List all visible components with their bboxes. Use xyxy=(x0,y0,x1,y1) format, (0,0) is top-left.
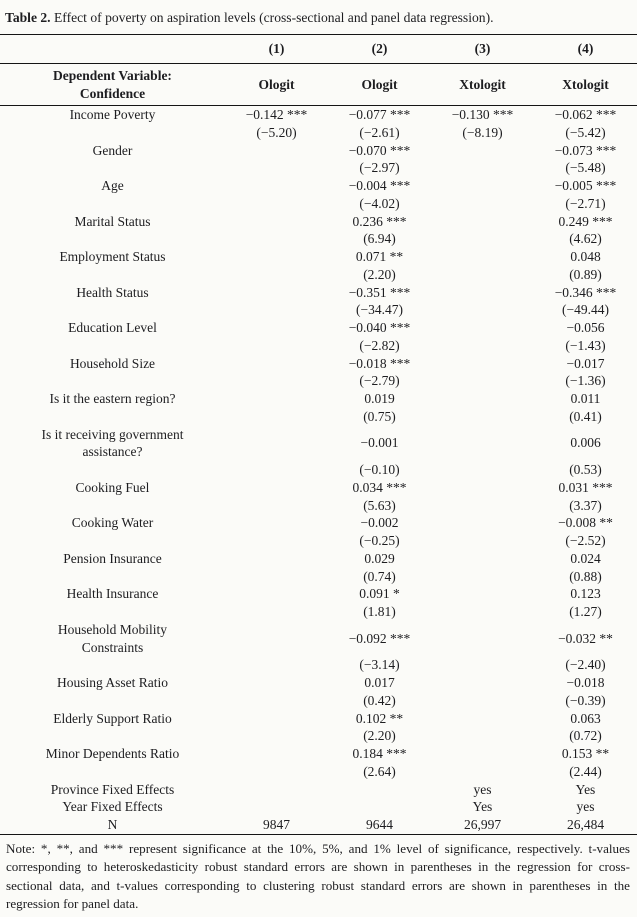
tvalue-cell: (−2.52) xyxy=(565,533,606,548)
row-label: Income Poverty xyxy=(69,107,156,122)
coefficient-cell: −0.092 *** xyxy=(348,630,411,646)
coefficient-cell: 0.017 xyxy=(364,675,395,690)
column-number-1: (1) xyxy=(268,41,285,57)
coefficient-cell: 0.091 * xyxy=(359,586,400,602)
coefficient-cell: −0.017 xyxy=(566,355,605,371)
coefficient-cell: 0.102 ** xyxy=(355,710,404,726)
coefficient-rows xyxy=(0,106,637,781)
coefficient-cell: −0.077 *** xyxy=(348,107,411,122)
table-row-coefficients xyxy=(0,674,637,692)
table-row-coefficients xyxy=(0,213,637,231)
table-row-tvalues xyxy=(0,230,637,248)
coefficient-cell: 0.031 *** xyxy=(558,479,613,495)
coefficient-cell: 0.029 xyxy=(364,550,395,566)
table-row-coefficients xyxy=(0,621,637,657)
table-row-tvalues xyxy=(0,159,637,177)
tvalue-cell: (1.81) xyxy=(363,604,396,619)
summary-row xyxy=(0,816,637,834)
tvalue-cell: (−5.20) xyxy=(256,124,297,140)
table-row-tvalues xyxy=(0,372,637,390)
table-row-coefficients xyxy=(0,745,637,763)
tvalue-cell: (2.44) xyxy=(569,763,602,779)
table-row-coefficients xyxy=(0,284,637,302)
tvalue-cell: (0.53) xyxy=(569,462,602,477)
row-label: Health Insurance xyxy=(66,586,159,602)
table-row-coefficients xyxy=(0,248,637,266)
tvalue-cell: (−2.40) xyxy=(565,657,606,673)
row-label: Cooking Fuel xyxy=(75,479,150,495)
table-row-coefficients xyxy=(0,106,637,124)
coefficient-cell: −0.142 *** xyxy=(245,107,308,122)
coefficient-cell: −0.346 *** xyxy=(554,284,617,300)
tvalue-cell: (2.20) xyxy=(363,266,396,282)
row-label: Is it receiving government assistance? xyxy=(41,426,184,460)
table-row-tvalues xyxy=(0,692,637,710)
coefficient-cell: −0.070 *** xyxy=(348,142,411,158)
coefficient-cell: 0.249 *** xyxy=(558,213,613,229)
coefficient-cell: 0.034 *** xyxy=(352,479,407,495)
row-label: Household Mobility Constraints xyxy=(57,621,168,655)
coefficient-cell: 0.184 *** xyxy=(352,746,407,761)
tvalue-cell: (−2.71) xyxy=(565,195,606,211)
table-row-tvalues xyxy=(0,266,637,284)
coefficient-cell: 0.153 ** xyxy=(561,746,610,761)
table-row-tvalues xyxy=(0,461,637,479)
table-row-tvalues xyxy=(0,337,637,355)
row-label: Pension Insurance xyxy=(63,550,162,566)
coefficient-cell: −0.073 *** xyxy=(554,142,617,158)
tvalue-cell: (−1.36) xyxy=(565,373,606,389)
tvalue-cell: (−2.82) xyxy=(359,337,400,353)
coefficient-cell: 0.011 xyxy=(570,391,601,406)
tvalue-cell: (2.64) xyxy=(363,763,396,779)
table-row-tvalues xyxy=(0,603,637,621)
tvalue-cell: (0.75) xyxy=(363,408,396,424)
column-number-2: (2) xyxy=(371,41,388,57)
table-row-tvalues xyxy=(0,301,637,319)
table-row-coefficients xyxy=(0,710,637,728)
model-name-4: Xtologit xyxy=(562,76,609,92)
coefficient-cell: 0.006 xyxy=(570,435,601,451)
tvalue-cell: (1.27) xyxy=(569,604,602,619)
tvalue-cell: (0.89) xyxy=(569,266,602,282)
tvalue-cell: (0.74) xyxy=(363,568,396,584)
tvalue-cell: (−34.47) xyxy=(356,302,403,318)
coefficient-cell: 0.019 xyxy=(364,391,395,406)
table-row-tvalues xyxy=(0,568,637,586)
table-row-coefficients xyxy=(0,514,637,532)
table-row-tvalues xyxy=(0,656,637,674)
table-caption: Effect of poverty on aspiration levels (cross-sectional and panel data regression). xyxy=(54,10,494,25)
coefficient-cell: 0.063 xyxy=(570,710,601,726)
tvalue-cell: (−1.43) xyxy=(565,337,606,353)
summary-value-cell: 26,484 xyxy=(566,817,605,832)
coefficient-cell: −0.062 *** xyxy=(554,107,617,122)
table-number: Table 2. xyxy=(5,10,51,25)
tvalue-cell: (6.94) xyxy=(363,231,396,247)
coefficient-cell: −0.008 ** xyxy=(558,515,613,531)
coefficient-cell: −0.004 *** xyxy=(348,178,411,193)
summary-row xyxy=(0,781,637,799)
coefficient-cell: −0.018 xyxy=(566,675,605,690)
tvalue-cell: (−2.97) xyxy=(359,160,400,176)
summary-value-cell: Yes xyxy=(575,781,596,797)
table-row-coefficients xyxy=(0,355,637,373)
coefficient-cell: −0.002 xyxy=(360,515,399,531)
tvalue-cell: (−5.42) xyxy=(565,124,606,140)
summary-value-cell: 9644 xyxy=(366,817,393,832)
row-label: Gender xyxy=(92,142,133,158)
coefficient-cell: −0.056 xyxy=(566,320,605,335)
row-label: Housing Asset Ratio xyxy=(56,675,168,690)
dependent-variable-label xyxy=(0,67,225,103)
row-label: Marital Status xyxy=(74,213,151,229)
table-row-tvalues xyxy=(0,763,637,781)
tvalue-cell: (−5.48) xyxy=(565,160,606,176)
tvalue-cell: (−4.02) xyxy=(359,195,400,211)
row-label: Is it the eastern region? xyxy=(49,391,176,406)
table-row-coefficients xyxy=(0,390,637,408)
summary-value-cell: yes xyxy=(473,781,492,797)
summary-row-label: N xyxy=(107,817,118,832)
tvalue-cell: (−8.19) xyxy=(462,124,503,140)
column-numbers-row xyxy=(0,35,637,63)
row-label: Employment Status xyxy=(59,249,166,264)
table-row-tvalues xyxy=(0,124,637,142)
tvalue-cell: (5.63) xyxy=(363,497,396,513)
summary-value-cell: 9847 xyxy=(263,817,290,832)
table-row-tvalues xyxy=(0,727,637,745)
coefficient-cell: −0.130 *** xyxy=(451,107,514,122)
coefficient-cell: −0.040 *** xyxy=(348,320,411,335)
tvalue-cell: (0.41) xyxy=(569,408,602,424)
coefficient-cell: −0.018 *** xyxy=(348,355,411,371)
tvalue-cell: (−2.79) xyxy=(359,373,400,389)
column-number-3: (3) xyxy=(474,41,491,57)
model-name-3: Xtologit xyxy=(459,76,506,92)
coefficient-cell: 0.123 xyxy=(570,586,601,602)
table-row-coefficients xyxy=(0,142,637,160)
tvalue-cell: (−49.44) xyxy=(562,302,609,318)
table-note: Note: *, **, and *** represent significance at the 10%, 5%, and 1% level of significance, respectively. t-values corresponding to heteroskedasticity robust standard errors are shown in parentheses in the regression for cross-sectional data, and t-values corresponding to clustering robust standard errors are shown in parentheses in the regression for panel data. xyxy=(6,840,630,911)
tvalue-cell: (0.88) xyxy=(569,568,602,584)
summary-value-cell: 26,997 xyxy=(463,817,502,832)
table-row-coefficients xyxy=(0,550,637,568)
coefficient-cell: −0.005 *** xyxy=(554,178,617,193)
tvalue-cell: (0.72) xyxy=(569,728,602,744)
row-label: Education Level xyxy=(68,320,157,335)
table-row-tvalues xyxy=(0,497,637,515)
coefficient-cell: 0.024 xyxy=(570,550,601,566)
row-label: Minor Dependents Ratio xyxy=(45,746,180,761)
summary-row-label: Year Fixed Effects xyxy=(62,799,163,815)
row-label: Health Status xyxy=(76,284,149,300)
table-row-tvalues xyxy=(0,195,637,213)
coefficient-cell: −0.351 *** xyxy=(348,284,411,300)
row-label: Elderly Support Ratio xyxy=(53,710,172,726)
row-label: Age xyxy=(101,178,124,193)
table-row-coefficients xyxy=(0,177,637,195)
tvalue-cell: (−0.10) xyxy=(359,462,400,477)
table-row-coefficients xyxy=(0,426,637,462)
coefficient-cell: −0.001 xyxy=(360,435,399,451)
summary-row xyxy=(0,798,637,816)
dependent-variable-line1: Dependent Variable: xyxy=(53,67,172,83)
model-name-2: Ologit xyxy=(361,76,398,92)
table-row-coefficients xyxy=(0,319,637,337)
tvalue-cell: (−3.14) xyxy=(359,657,400,673)
tvalue-cell: (−2.61) xyxy=(359,124,400,140)
dependent-variable-line2: Confidence xyxy=(79,85,146,101)
coefficient-cell: −0.032 ** xyxy=(558,630,613,646)
coefficient-cell: 0.236 *** xyxy=(352,213,407,229)
table-row-coefficients xyxy=(0,585,637,603)
table-row-tvalues xyxy=(0,532,637,550)
table-title xyxy=(0,0,637,34)
coefficient-cell: 0.048 xyxy=(570,249,601,264)
coefficient-cell: 0.071 ** xyxy=(355,249,404,264)
tvalue-cell: (−0.39) xyxy=(565,692,606,708)
row-label: Cooking Water xyxy=(71,515,154,531)
model-name-1: Ologit xyxy=(258,76,295,92)
tvalue-cell: (0.42) xyxy=(363,692,396,708)
summary-rows xyxy=(0,781,637,834)
tvalue-cell: (4.62) xyxy=(569,231,602,247)
tvalue-cell: (3.37) xyxy=(569,497,602,513)
table-row-tvalues xyxy=(0,408,637,426)
column-number-4: (4) xyxy=(577,41,594,57)
table-row-coefficients xyxy=(0,479,637,497)
tvalue-cell: (2.20) xyxy=(363,728,396,744)
summary-row-label: Province Fixed Effects xyxy=(50,781,175,797)
summary-value-cell: yes xyxy=(576,799,595,815)
tvalue-cell: (−0.25) xyxy=(359,533,400,548)
summary-value-cell: Yes xyxy=(472,799,493,815)
dependent-variable-row xyxy=(0,64,637,105)
row-label: Household Size xyxy=(69,355,156,371)
